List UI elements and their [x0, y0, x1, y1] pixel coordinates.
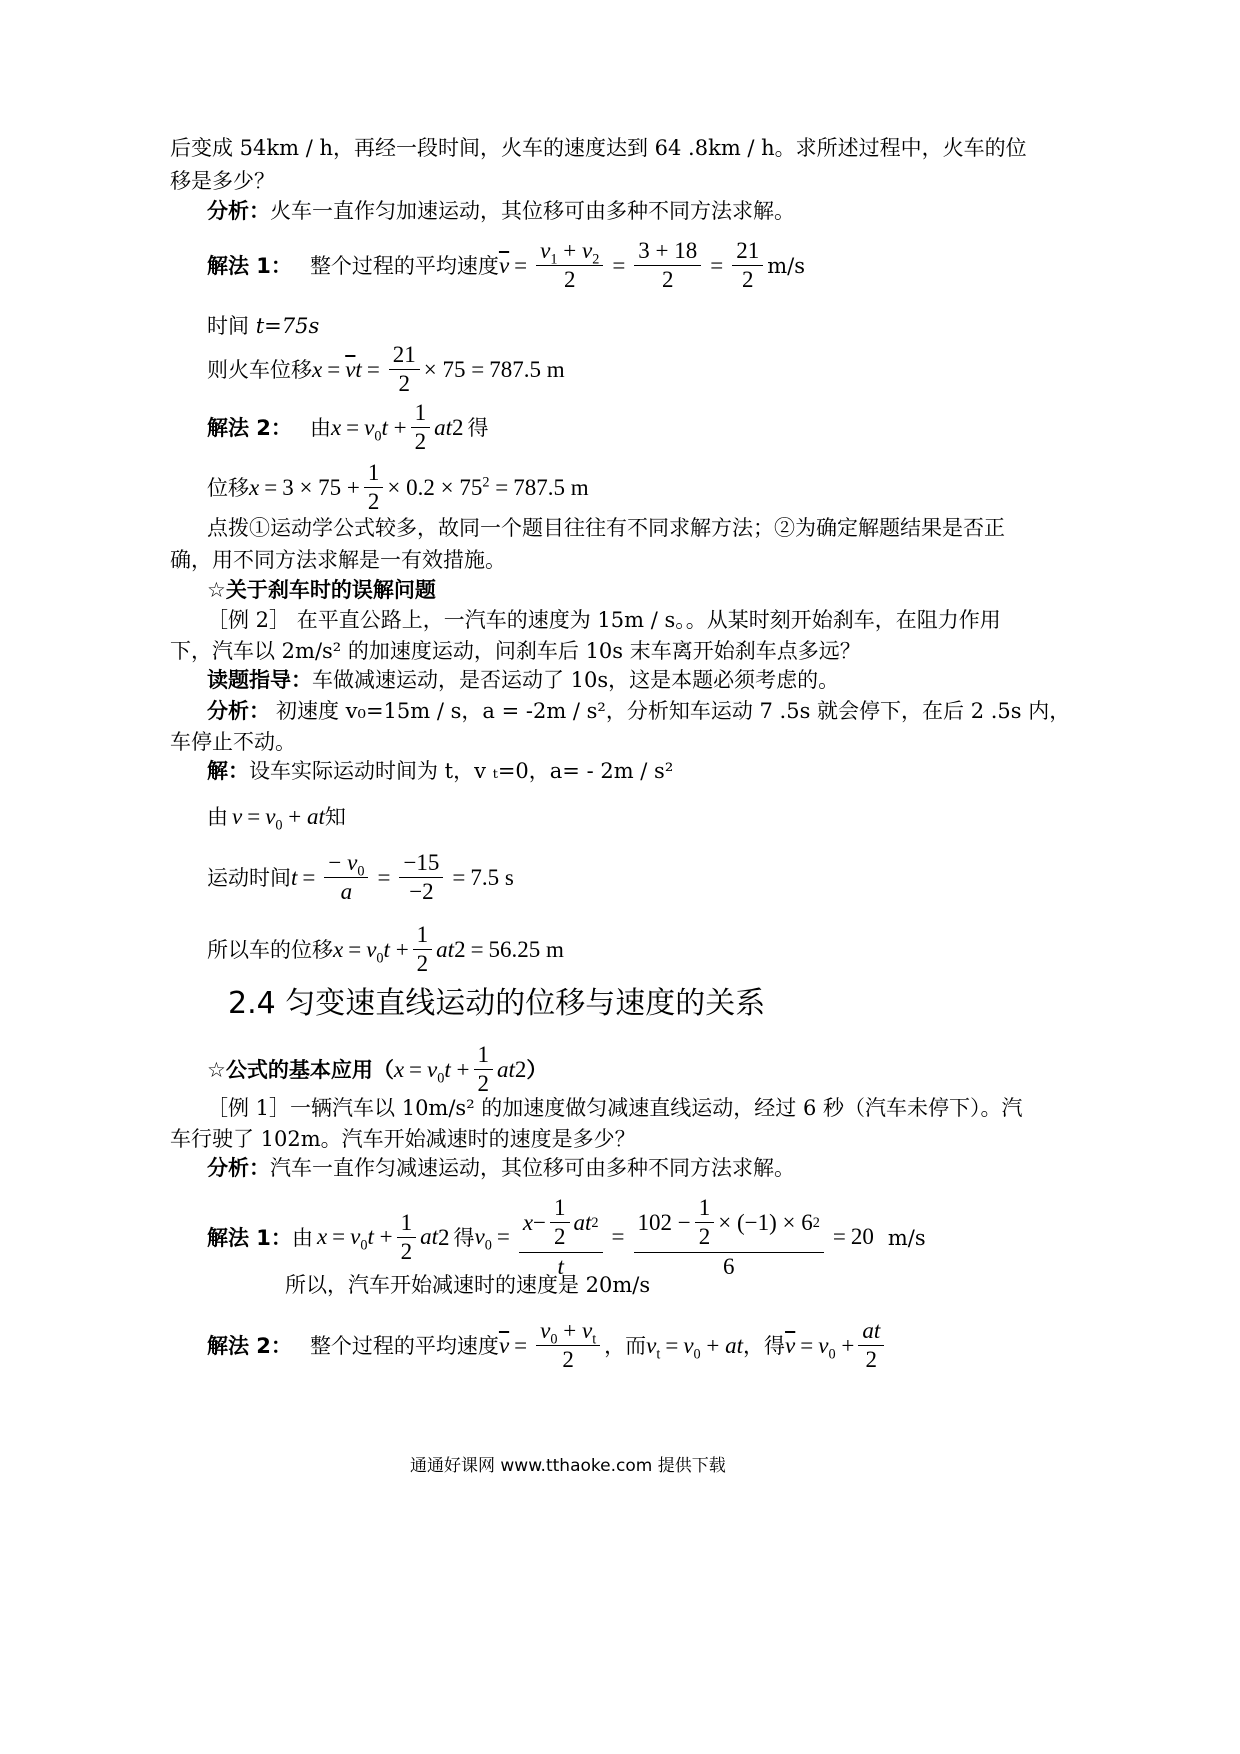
analysis-2-line-1: 分析： 初速度 v₀=15m / s，a = -2m / s²，分析知车运动 7 .5s 就会停下，在后 2 .5s 内， — [207, 699, 1071, 723]
analysis-2-line-2: 车停止不动。 — [170, 730, 296, 754]
displacement-2: 位移 x = 3 × 75 + $\frac{1}{2}$ × $0.2 \times 75^2$ = 787.5 m — [207, 460, 589, 515]
formula-heading: ☆公式的基本应用（ x = $v_0t$ + $\frac{1}{2}$ at 2 ） — [207, 1042, 548, 1097]
example-1-line-1: ［例 1］一辆汽车以 10m/s² 的加速度做匀减速直线运动，经过 6 秒（汽车未停下）。汽 — [207, 1096, 1023, 1120]
displacement-1: 则火车位移 x = $\overline{v}$ t = $\frac{21}{2}$ × 75 = 787.5 m — [207, 342, 565, 397]
problem-line-2: 移是多少？ — [170, 169, 275, 193]
time-line: 时间 t=75s — [207, 314, 320, 338]
section-title: 2.4 匀变速直线运动的位移与速度的关系 — [228, 986, 766, 1021]
method-3: 解法 1： 由 x = $v_0t$ + $\frac{1}{2}$ at 2 得 $v_0$ = x − $\frac{1}{2}$ at 2 t = 102 − $\frac{1}{2}$ × (−1) × 6 2 6 = 20 m/s — [207, 1195, 926, 1279]
example-2-line-1: ［例 2］ 在平直公路上，一汽车的速度为 15m / s。。从某时刻开始刹车，在阻力作用 — [207, 608, 1001, 632]
motion-time-line: 运动时间 t = $\frac{- v_0}{a}$ = $\frac{-15}{-2}$ = 7.5 s — [207, 850, 514, 905]
tip-line-1: 点拨①运动学公式较多，故同一个题目往往有不同求解方法；②为确定解题结果是否正 — [207, 516, 1005, 540]
example-2-line-2: 下，汽车以 2m/s² 的加速度运动，问刹车后 10s 末车离开始刹车点多远？ — [170, 639, 861, 663]
tip-line-2: 确，用不同方法求解是一有效措施。 — [170, 548, 506, 572]
footer: 通通好课网 www.tthaoke.com 提供下载 — [410, 1456, 726, 1476]
analysis-3: 分析：汽车一直作匀减速运动，其位移可由多种不同方法求解。 — [207, 1156, 795, 1180]
method-1: 解法 1： 整个过程的平均速度 $\overline{v}$ = $\frac{v_1 + v_2}{2}$ = $\frac{3 + 18}{2}$ = $\frac{21}{2}$ m/s — [207, 238, 806, 293]
formula-vbar: $\overline{v}$ — [498, 252, 510, 278]
method-4: 解法 2： 整个过程的平均速度 $\overline{v}$ = $\frac{v_0 + v_t}{2}$ ，而 $v_t$ = $v_0$ + at ，得 $\overline{v}$ = $v_0$ + $\frac{at}{2}$ — [207, 1318, 888, 1374]
section-heading-brake: ☆关于刹车时的误解问题 — [207, 578, 436, 602]
reading-guide: 读题指导：车做减速运动，是否运动了 10s，这是本题必须考虑的。 — [207, 668, 840, 692]
solution-line: 解：设车实际运动时间为 t，v ₜ=0，a= - 2m / s² — [207, 759, 674, 783]
method-2: 解法 2： 由 x = $v_0t$ + $\frac{1}{2}$ at 2 得 — [207, 400, 489, 455]
final-displacement-line: 所以车的位移 x = $v_0t$ + $\frac{1}{2}$ at 2 = 56.25 m — [207, 922, 564, 977]
example-1-line-2: 车行驶了 102m。汽车开始减速时的速度是多少？ — [170, 1127, 636, 1151]
conclusion: 所以，汽车开始减速时的速度是 20m/s — [285, 1273, 651, 1297]
problem-line-1: 后变成 54km / h，再经一段时间，火车的速度达到 64 .8km / h。求所述过程中，火车的位 — [170, 136, 1027, 160]
from-formula-line: 由 v = $v_0$ + at 知 — [207, 804, 346, 834]
analysis-1: 分析：火车一直作匀加速运动，其位移可由多种不同方法求解。 — [207, 199, 795, 223]
